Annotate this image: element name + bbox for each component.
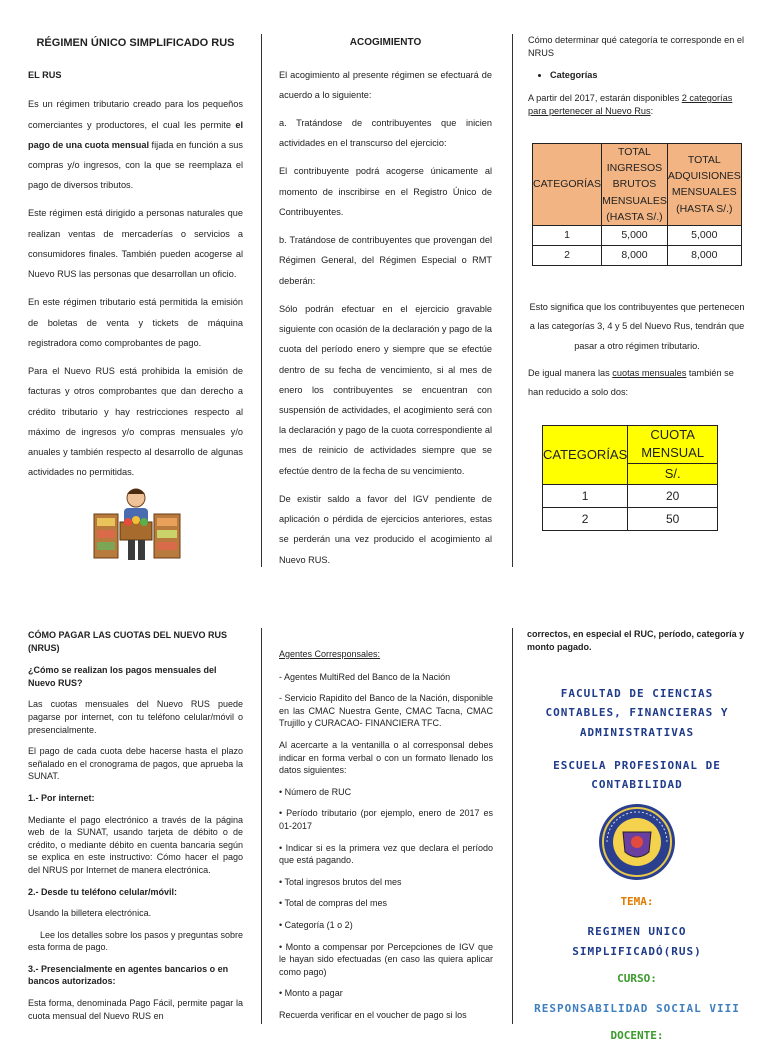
panel-acogimiento [279, 36, 492, 578]
column-divider [261, 628, 262, 1024]
paragraph: Esto significa que los contribuyentes que pertenecen a las categorías 3, 4 y 5 del Nuevo Rus, tendrán que pasar a otro régimen tributario. [529, 302, 745, 351]
paragraph: Este régimen está dirigido a personas naturales que realizan ventas de mercaderías o servicios a consumidores finales. También pueden acogerse al Nuevo RUS las personas que desarrollan un oficio. [28, 208, 243, 280]
question-heading: ¿Cómo se realizan los pagos mensuales del Nuevo RUS? [28, 665, 217, 688]
faculty-name: FACULTAD DE CIENCIAS CONTABLES, FINANCIERAS Y ADMINISTRATIVAS [545, 687, 729, 739]
table-header: CUOTA MENSUAL [628, 425, 718, 464]
table-cell: 20 [628, 485, 718, 508]
paragraph: Usando la billetera electrónica. [28, 908, 152, 919]
paragraph: correctos, en especial el RUC, período, categoría y monto pagado. [527, 629, 745, 653]
table-cell: 1 [543, 485, 628, 508]
course-label: CURSO: [617, 971, 657, 985]
section-title: CÓMO PAGAR LAS CUOTAS DEL NUEVO RUS (NRUS) [28, 630, 228, 653]
quota-table [542, 425, 718, 532]
table-header-row [543, 425, 718, 464]
list-item: • Número de RUC [279, 786, 352, 797]
paragraph: El contribuyente podrá acogerse únicamente al momento de inscribirse en el Registro Único de Contribuyentes. [279, 166, 492, 217]
section-title: ACOGIMIENTO [349, 37, 422, 48]
paragraph: Para el Nuevo RUS está prohibida la emisión de facturas y otros comprobantes que dan derecho a crédito tributario y hay restricciones respecto al máximo de ingresos y/o compras mensuales y/o anuales y también respecto al desarrollo de algunas actividades no permitidas. [28, 366, 243, 478]
list-item: • Monto a pagar [279, 988, 343, 999]
column-divider [261, 34, 262, 567]
table-cell: 2 [533, 246, 602, 266]
university-seal [597, 802, 677, 882]
panel-cover [527, 628, 747, 1044]
section-heading: EL RUS [28, 69, 62, 80]
table-row [533, 226, 742, 246]
table-row [543, 508, 718, 531]
categories-table [532, 143, 742, 266]
topic-label: TEMA: [620, 895, 654, 909]
paragraph: b. Tratándose de contribuyentes que provengan del Régimen General, del Régimen Especial o RMT deberán: [279, 235, 492, 286]
table-header: CATEGORÍAS [533, 143, 602, 225]
paragraph: De existir saldo a favor del IGV pendiente de aplicación o pérdida de ejercicios anteriores, estas se perderán una vez producido el acogimiento al Nuevo RUS. [279, 493, 492, 565]
column-divider [512, 34, 513, 567]
page-title: RÉGIMEN ÚNICO SIMPLIFICADO RUS [36, 37, 235, 49]
list-item: • Monto a compensar por Percepciones de IGV que le hayan sido efectuadas (en caso las quiera aplicar como pago) [279, 941, 493, 977]
paragraph: - Agentes MultiRed del Banco de la Nación [279, 671, 451, 682]
teacher-label: DOCENTE: [610, 1028, 664, 1042]
table-row [543, 485, 718, 508]
table-header-row [533, 143, 742, 225]
paragraph: - Servicio Rapidito del Banco de la Nación, disponible en las CMAC Nuestra Gente, CMAC Tacna, CMAC Trujillo y CURACAO- FINANCIERA TFC. [279, 693, 493, 729]
paragraph: Lee los detalles sobre los pasos y preguntas sobre esta forma de pago. [28, 929, 243, 953]
paragraph: Las cuotas mensuales del Nuevo RUS puede pagarse por internet, con tu teléfono celular/móvil o presencialmente. [28, 699, 243, 735]
panel-rus [28, 36, 243, 491]
topic-title: REGIMEN UNICO SIMPLIFICADÓ(RUS) [572, 925, 702, 958]
paragraph: Esta forma, denominada Pago Fácil, permite pagar la cuota mensual del Nuevo RUS en [28, 998, 243, 1021]
table-cell: 2 [543, 508, 628, 531]
paragraph: Es un régimen tributario creado para los pequeños comerciantes y productores, el cual les permite el pago de una cuota mensual fijada en función a sus compras y/o ingresos, con la que se reemplaza el pago de diversos tributos. [28, 99, 243, 191]
subheading: 1.- Por internet: [28, 792, 95, 803]
table-header: TOTAL INGRESOS BRUTOS MENSUALES (HASTA S/.) [602, 143, 668, 225]
column-divider [512, 628, 513, 1024]
bullet-item: • Categorías [550, 69, 746, 82]
paragraph: Mediante el pago electrónico a través de la página web de la SUNAT, usando tarjeta de débito o de crédito, o mediante débito en cuenta bancaria según se explica en este instructivo: Cómo hacer el pago del NRUS por Internet de manera electrónica. [28, 814, 243, 875]
intro-text: Cómo determinar qué categoría te corresponde en el NRUS [528, 35, 745, 59]
paragraph: En este régimen tributario está permitida la emisión de boletas de venta y tickets de máquina registradora como comprobantes de pago. [28, 297, 243, 348]
subheading: 2.- Desde tu teléfono celular/móvil: [28, 886, 178, 897]
list-item: • Total de compras del mes [279, 898, 388, 909]
paragraph: De igual manera las cuotas mensuales también se han reducido a solo dos: [528, 367, 734, 398]
list-item: • Categoría (1 o 2) [279, 919, 353, 930]
subheading: 3.- Presencialmente en agentes bancarios o en bancos autorizados: [28, 963, 229, 987]
table-header: S/. [628, 464, 718, 485]
table-header: CATEGORÍAS [543, 425, 628, 485]
shopkeeper-illustration [92, 484, 182, 564]
table-cell: 8,000 [602, 246, 668, 266]
table-cell: 5,000 [602, 226, 668, 246]
paragraph: El pago de cada cuota debe hacerse hasta el plazo señalado en el cronograma de pagos, que aprueba la SUNAT. [28, 746, 243, 782]
panel-como-pagar [28, 629, 243, 1031]
table-cell: 5,000 [667, 226, 741, 246]
bullet-list [550, 69, 746, 82]
table-cell: 8,000 [667, 246, 741, 266]
paragraph: Recuerda verificar en el voucher de pago si los [279, 1009, 467, 1020]
paragraph: a. Tratándose de contribuyentes que inicien actividades en el transcurso del ejercicio: [279, 117, 492, 149]
school-name: ESCUELA PROFESIONAL DE CONTABILIDAD [553, 758, 721, 792]
paragraph: Sólo podrán efectuar en el ejercicio gravable siguiente con ocasión de la declaración y pago de la cuota del período enero y siempre que se efectúe dentro de su fecha de vencimiento, si al mes de enero los contribuyentes se encuentran con suspensión de actividades, el acogimiento será con la declaración y pago de la cuota correspondiente al mes de reinicio de actividades siempre que se efectúe dentro de la fecha de su vencimiento. [279, 303, 492, 476]
panel-categorias [528, 34, 746, 531]
paragraph: Al acercarte a la ventanilla o al corresponsal debes indicar en forma verbal o con un formato llenado los datos siguientes: [279, 739, 493, 776]
paragraph: A partir del 2017, estarán disponibles 2 categorías para pertenecer al Nuevo Rus: [528, 93, 733, 117]
course-title: RESPONSABILIDAD SOCIAL VIII [534, 1001, 740, 1015]
table-cell: 50 [628, 508, 718, 531]
paragraph: El acogimiento al presente régimen se efectuará de acuerdo a lo siguiente: [279, 69, 492, 100]
table-cell: 1 [533, 226, 602, 246]
list-item: • Período tributario (por ejemplo, enero de 2017 es 01-2017 [279, 808, 493, 831]
table-row [533, 246, 742, 266]
panel-agentes [279, 648, 493, 1030]
section-title: Agentes Corresponsales: [279, 649, 381, 659]
table-header: TOTAL ADQUISIONES MENSUALES (HASTA S/.) [667, 143, 741, 225]
list-item: • Indicar si es la primera vez que declara el período que está pagando. [279, 842, 493, 866]
list-item: • Total ingresos brutos del mes [279, 876, 402, 887]
